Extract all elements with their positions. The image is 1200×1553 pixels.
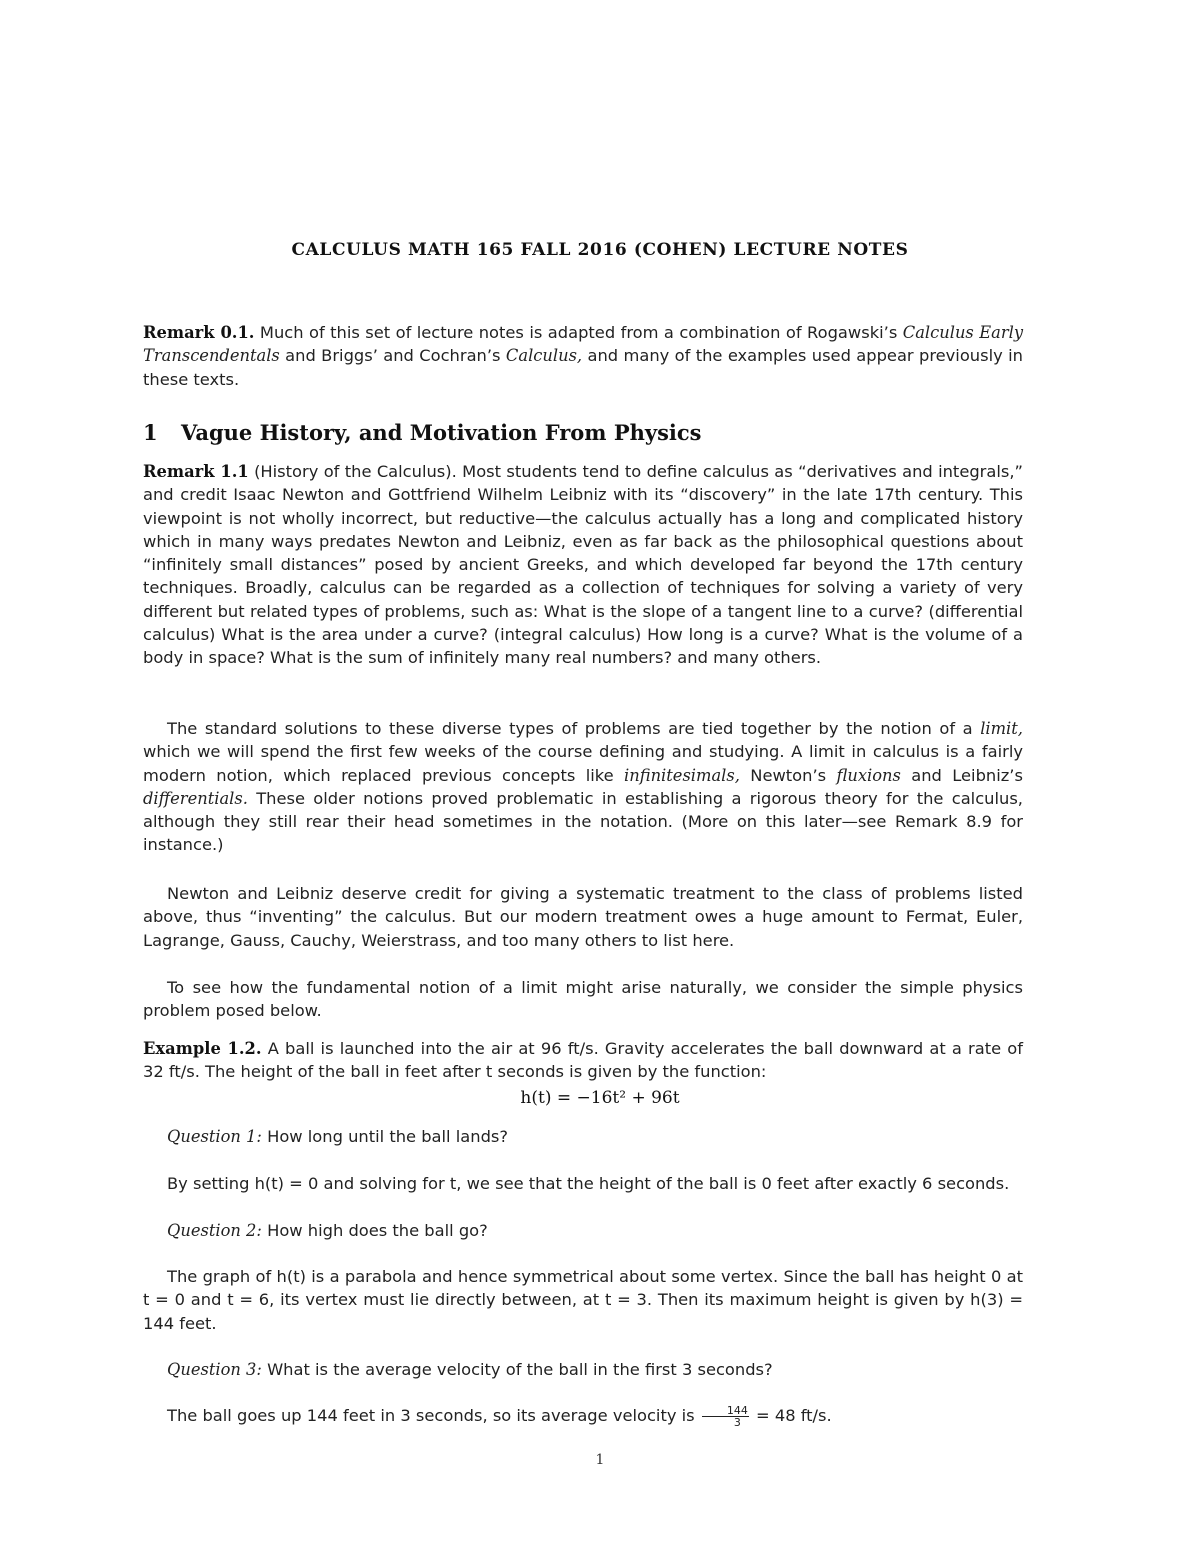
question-2-text: How high does the ball go?	[267, 1221, 488, 1240]
section-number: 1	[143, 420, 158, 445]
para2-text-5: These older notions proved problematic in establishing a rigorous theory for the calculus, although they still rear their head sometimes in the notation. (More on this later—see Remark 8.9 for instance.)	[143, 788, 1023, 855]
term-fluxions: fluxions	[836, 765, 901, 785]
question-3-text: What is the average velocity of the ball in the first 3 seconds?	[267, 1360, 773, 1379]
answer-3-text: The ball goes up 144 feet in 3 seconds, so its average velocity is	[167, 1406, 695, 1425]
document-title: CALCULUS MATH 165 FALL 2016 (COHEN) LECTURE NOTES	[291, 240, 909, 260]
remark-0-1-text-3: and many of the examples used appear previously in these texts.	[143, 346, 1023, 389]
fraction-denominator: 3	[733, 1416, 741, 1429]
term-infinitesimals: infinitesimals,	[624, 765, 740, 785]
question-3-label: Question 3:	[167, 1360, 262, 1379]
question-1-label: Question 1:	[167, 1127, 262, 1146]
remark-0-1-text-2: and Briggs’ and Cochran’s	[285, 346, 501, 366]
paragraph-credit: Newton and Leibniz deserve credit for giving a systematic treatment to the class of problems listed above, thus “inventing” the calculus. But our modern treatment owes a huge amount to Fermat, Euler, Lagrange, Gauss, Cauchy, Weierstrass, and too many others to list here.	[143, 884, 1023, 950]
remark-0-1-text: Much of this set of lecture notes is adapted from a combination of Rogawski’s	[259, 323, 898, 342]
answer-2: The graph of h(t) is a parabola and hence symmetrical about some vertex. Since the ball has height 0 at t = 0 and t = 6, its vertex must lie directly between, at t = 3. Then its maximum height is given by h(3) = 144 feet.	[143, 1267, 1023, 1333]
height-equation: h(t) = −16t² + 96t	[520, 1088, 680, 1108]
question-3	[143, 1358, 1023, 1381]
answer-3	[143, 1404, 1023, 1428]
term-limit: limit,	[980, 719, 1023, 738]
page-number: 1	[595, 1452, 605, 1468]
question-1-text: How long until the ball lands?	[267, 1127, 509, 1146]
remark-1-1-label: Remark 1.1	[143, 462, 249, 481]
book-title-briggs: Calculus,	[505, 346, 583, 366]
example-1-2-text: A ball is launched into the air at 96 ft/s. Gravity accelerates the ball downward at a rate of 32 ft/s. The height of the ball in feet after t seconds is given by the function:	[143, 1039, 1023, 1082]
question-2	[143, 1219, 1023, 1242]
para2-text-1: The standard solutions to these diverse types of problems are tied together by the notion of a	[167, 719, 973, 738]
remark-0-1	[143, 321, 1023, 391]
question-2-label: Question 2:	[167, 1221, 262, 1240]
paragraph-limit	[143, 717, 1023, 857]
remark-1-1-text: Most students tend to define calculus as “derivatives and integrals,” and credit Isaac Newton and Gottfriend Wilhelm Leibniz with its “discovery” in the late 17th century. This viewpoint is not wholly incorrect, but reductive—the calculus actually has a long and complicated history which in many ways predates Newton and Leibniz, even as far back as the philosophical questions about “infinitely small distances” posed by ancient Greeks, and which developed far beyond the 17th century techniques. Broadly, calculus can be regarded as a collection of techniques for solving a variety of very different but related types of problems, such as: What is the slope of a tangent line to a curve? (differential calculus) What is the area under a curve? (integral calculus) How long is a curve? What is the volume of a body in space? What is the sum of infinitely many real numbers? and many others.	[143, 462, 1023, 668]
section-title: Vague History, and Motivation From Physics	[181, 420, 702, 445]
paragraph-physics-intro: To see how the fundamental notion of a limit might arise naturally, we consider the simple physics problem posed below.	[143, 978, 1023, 1021]
remark-1-1-subtitle: (History of the Calculus).	[254, 462, 457, 481]
example-1-2	[143, 1037, 1023, 1084]
term-differentials: differentials.	[143, 788, 248, 808]
answer-1: By setting h(t) = 0 and solving for t, we see that the height of the ball is 0 feet after exactly 6 seconds.	[167, 1174, 1010, 1193]
book-title-rogawski: Calculus Early Transcendentals	[143, 323, 1024, 366]
question-1	[143, 1125, 1023, 1148]
para2-text-3: Newton’s	[750, 765, 827, 785]
fraction-numerator: 144	[702, 1405, 749, 1417]
example-1-2-label: Example 1.2.	[143, 1039, 262, 1058]
para2-text-2: which we will spend the first few weeks of the course defining and studying. A limit in calculus is a fairly modern notion, which replaced previous concepts like	[143, 742, 1023, 785]
remark-1-1	[143, 460, 1023, 670]
average-velocity-fraction	[702, 1405, 749, 1428]
para2-text-4: and Leibniz’s	[911, 765, 1023, 785]
answer-3-result: = 48 ft/s.	[756, 1406, 832, 1425]
remark-0-1-label: Remark 0.1.	[143, 323, 255, 342]
section-heading	[143, 420, 1023, 445]
